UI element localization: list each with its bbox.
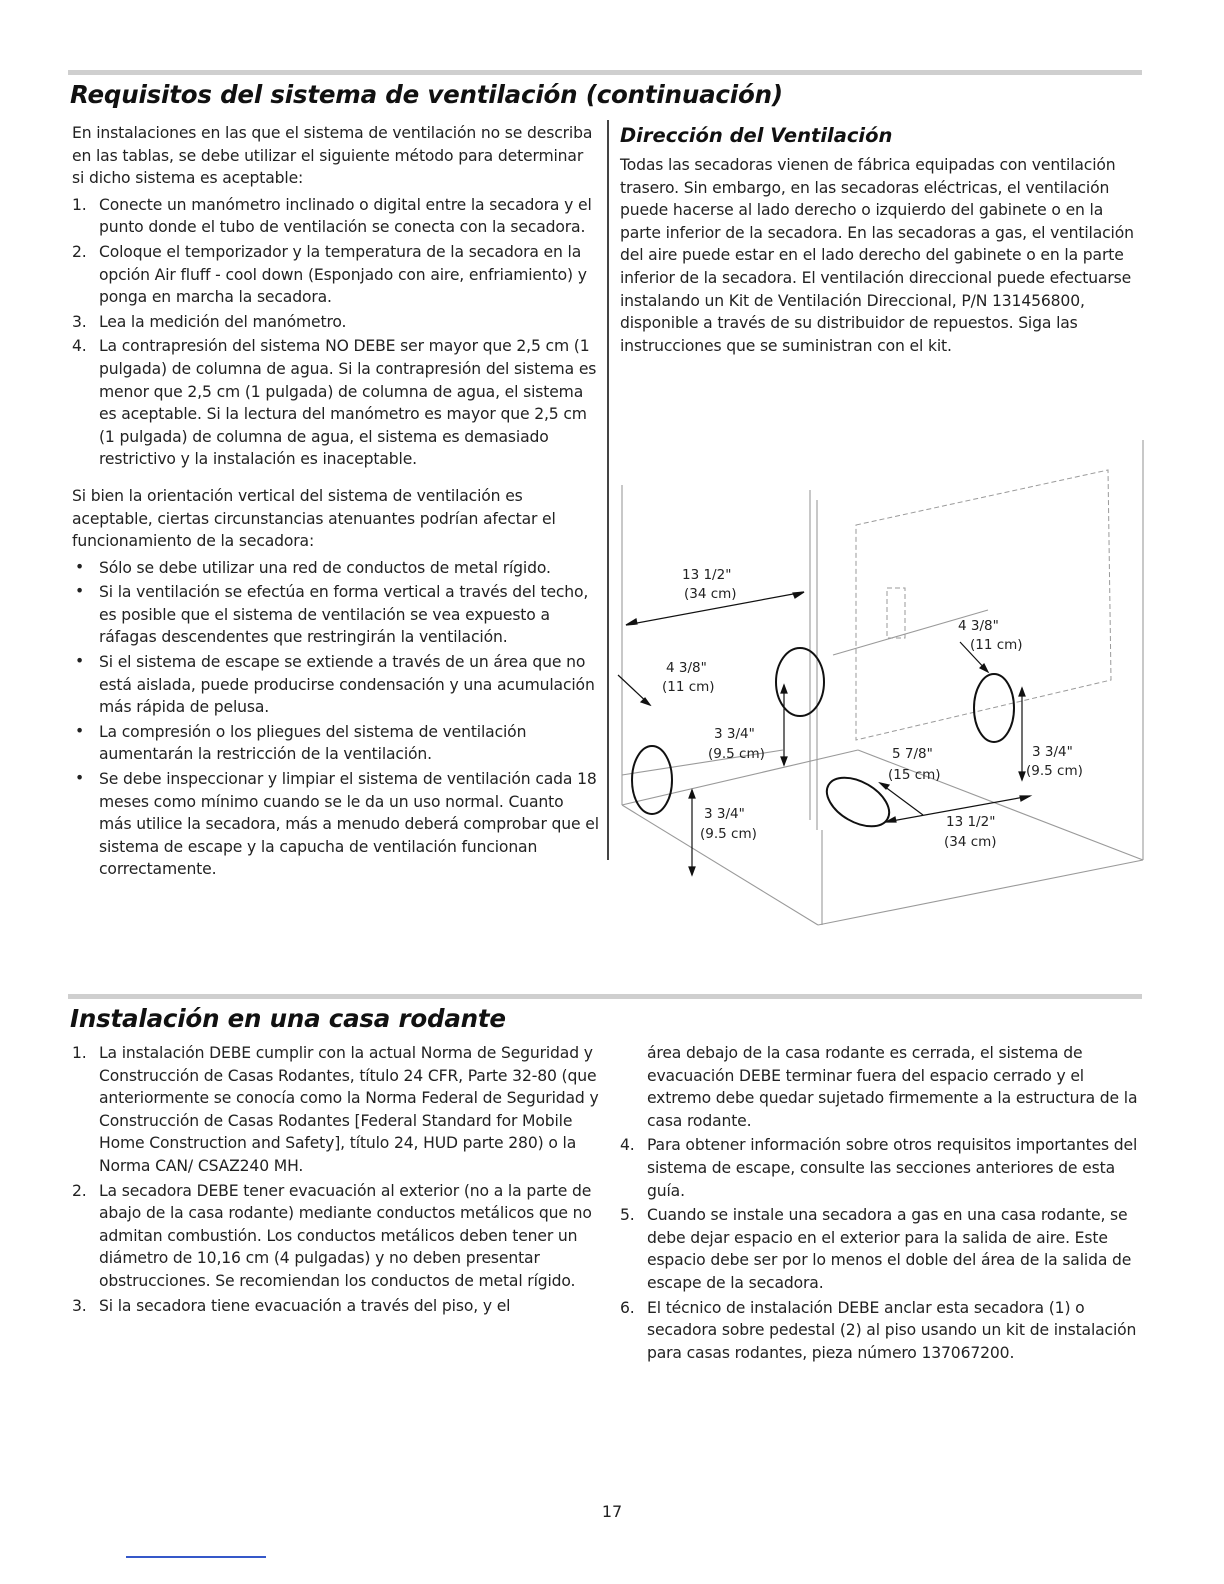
mobile-home-left-column <box>72 1042 600 1319</box>
list-text: La contrapresión del sistema NO DEBE ser mayor que 2,5 cm (1 pulgada) de columna de agua. Si la contrapresión del sistema es menor que 2,5 cm (1 pulgada) de columna de agua, el sistema es aceptable. Si la lectura del manómetro es mayor que 2,5 cm (1 pulgada) de columna de agua, el sistema es demasiado restrictivo y la instalación es inaceptable. <box>99 337 597 469</box>
bullet-glyph: • <box>75 721 85 740</box>
cabinet-bottom-right-edge <box>818 860 1143 925</box>
dim-label-right-height-in: 3 3/4" <box>1032 744 1073 760</box>
arrowhead <box>781 757 787 765</box>
arrowhead <box>1020 796 1030 801</box>
section-rule-mid <box>68 994 1142 999</box>
intro-paragraph: En instalaciones en las que el sistema de ventilación no se describa en las tablas, se debe utilizar el siguiente método para determinar si dicho sistema es aceptable: <box>72 124 593 188</box>
list-text: Se debe inspeccionar y limpiar el sistema de ventilación cada 18 meses como mínimo cuando se le da un uso normal. Cuanto más utilice la secadora, más a menudo deberá comprobar que el sistema de escape y la capucha de ventilación funcionan correctamente. <box>99 770 599 879</box>
arrowhead <box>781 685 787 693</box>
direction-subtitle: Dirección del Ventilación <box>620 124 893 147</box>
rear-panel-dashed <box>856 470 1111 740</box>
arrowhead <box>793 592 804 598</box>
list-item <box>72 721 600 766</box>
item-3-continuation: área debajo de la casa rodante es cerrada, el sistema de evacuación DEBE terminar fuera del espacio cerrado y el extremo debe quedar sujetado firmemente a la estructura de la casa rodante. <box>647 1044 1138 1130</box>
list-item <box>72 194 600 239</box>
bullet-glyph: • <box>75 652 85 671</box>
list-item <box>72 241 600 309</box>
section-rule-top <box>68 70 1142 75</box>
list-text: El técnico de instalación DEBE anclar esta secadora (1) o secadora sobre pedestal (2) al piso usando un kit de instalación para casas rodantes, pieza número 137067200. <box>647 1298 1137 1362</box>
dim-label-bottom-right-in: 13 1/2" <box>946 814 996 830</box>
direction-column <box>620 154 1140 357</box>
list-text: Para obtener información sobre otros requisitos importantes del sistema de escape, consulte las secciones anteriores de esta guía. <box>647 1136 1138 1200</box>
dim-label-top-cm: (34 cm) <box>684 586 737 602</box>
mobile-home-list-left <box>72 1042 600 1317</box>
dim-label-left-height-in: 3 3/4" <box>704 806 745 822</box>
cabinet-bottom-front-edge <box>622 805 818 925</box>
bullet-glyph: • <box>75 557 85 576</box>
test-steps-list <box>72 194 600 471</box>
panel-slot-dashed <box>887 588 905 638</box>
list-text: Cuando se instale una secadora a gas en una casa rodante, se debe dejar espacio en el exterior para la salida de aire. Este espacio debe ser por lo menos el doble del área de la salida de escape de la secadora. <box>647 1206 1132 1292</box>
list-text: Conecte un manómetro inclinado o digital entre la secadora y el punto donde el tubo de ventilación se conecta con la secadora. <box>99 195 592 237</box>
list-text: La secadora DEBE tener evacuación al exterior (no a la parte de abajo de la casa rodante) mediante conductos metálicos que no admitan combustión. Los conductos metálicos deben tener un diámetro de 10,16 cm (4 pulgadas) y no deben presentar obstrucciones. Se recomiendan los conductos de metal rígido. <box>99 1181 592 1290</box>
list-number: 4. <box>72 337 87 356</box>
list-item <box>72 651 600 719</box>
page-number: 17 <box>601 1502 623 1521</box>
list-item <box>72 557 600 580</box>
circumstances-list <box>72 557 600 881</box>
dim-label-rear-height-cm: (9.5 cm) <box>708 746 765 762</box>
arrowhead <box>1019 772 1025 780</box>
section-title-mobile-home: Instalación en una casa rodante <box>70 1004 506 1033</box>
list-number: 3. <box>72 1296 87 1315</box>
mobile-home-list-right <box>620 1134 1150 1364</box>
list-number: 2. <box>72 242 87 261</box>
dim-label-right-cm: (11 cm) <box>970 637 1023 653</box>
arrowhead <box>641 698 650 705</box>
list-text: Si la secadora tiene evacuación a través del piso, y el <box>99 1296 511 1315</box>
list-item <box>620 1204 1150 1294</box>
ventilation-left-column <box>72 122 600 883</box>
list-item <box>72 311 600 334</box>
list-item <box>620 1297 1150 1365</box>
bottom-vent-opening <box>819 768 898 837</box>
dim-label-left-in: 4 3/8" <box>666 660 707 676</box>
list-item <box>72 1295 600 1318</box>
bullet-glyph: • <box>75 769 85 788</box>
mobile-home-right-column <box>620 1042 1150 1366</box>
section-title-ventilation: Requisitos del sistema de ventilación (continuación) <box>70 80 783 109</box>
list-number: 1. <box>72 195 87 214</box>
list-text: La instalación DEBE cumplir con la actual Norma de Seguridad y Construcción de Casas Rodantes, título 24 CFR, Parte 32-80 (que anteriormente se conocía como la Norma Federal de Seguridad y Construcción de Casas Rodantes [Federal Standard for Mobile Home Construction and Safety], título 24, HUD parte 280) o la Norma CAN/ CSAZ240 MH. <box>99 1044 599 1175</box>
arrowhead <box>1019 688 1025 696</box>
vertical-orientation-paragraph: Si bien la orientación vertical del sistema de ventilación es aceptable, ciertas circunstancias atenuantes podrían afectar el funcionamiento de la secadora: <box>72 486 556 551</box>
list-number: 5. <box>620 1206 635 1225</box>
arrowhead <box>626 619 637 625</box>
list-item <box>72 1180 600 1293</box>
arrowhead <box>689 867 695 875</box>
list-text: Si la ventilación se efectúa en forma vertical a través del techo, es posible que el sistema de ventilación se vea expuesto a ráfagas descendentes que restringirán la ventilación. <box>99 583 589 647</box>
dim-label-bottom-right-cm: (34 cm) <box>944 834 997 850</box>
list-text: Si el sistema de escape se extiende a través de un área que no está aislada, puede producirse condensación y una acumulación más rápida de pelusa. <box>99 653 595 717</box>
bullet-glyph: • <box>75 582 85 601</box>
list-item <box>72 1042 600 1178</box>
dim-label-bottom-cm: (15 cm) <box>888 767 941 783</box>
list-number: 3. <box>72 312 87 331</box>
list-number: 4. <box>620 1136 635 1155</box>
left-vent-opening <box>632 746 672 814</box>
list-item <box>72 581 600 649</box>
dim-label-bottom-in: 5 7/8" <box>892 746 933 762</box>
dim-label-right-in: 4 3/8" <box>958 618 999 634</box>
list-text: Sólo se debe utilizar una red de conductos de metal rígido. <box>99 558 551 577</box>
dim-label-left-height-cm: (9.5 cm) <box>700 826 757 842</box>
list-number: 1. <box>72 1044 87 1062</box>
dim-label-left-cm: (11 cm) <box>662 679 715 695</box>
dim-label-right-height-cm: (9.5 cm) <box>1026 763 1083 779</box>
list-item <box>72 768 600 881</box>
list-item <box>72 335 600 471</box>
list-text: Lea la medición del manómetro. <box>99 312 347 331</box>
direction-paragraph: Todas las secadoras vienen de fábrica equipadas con ventilación trasero. Sin embargo, en las secadoras eléctricas, el ventilación puede hacerse al lado derecho o izquierdo del gabinete o en la parte inferior de la secadora. En las secadoras a gas, el ventilación del aire puede estar en el lado derecho del gabinete o en la parte inferior de la secadora. El ventilación direccional puede efectuarse instalando un Kit de Ventilación Direccional, P/N 131456800, disponible a través de su distribuidor de repuestos. Siga las instrucciones que se suministran con el kit. <box>620 156 1134 355</box>
list-text: Coloque el temporizador y la temperatura de la secadora en la opción Air fluff - cool down (Esponjado con aire, enfriamiento) y ponga en marcha la secadora. <box>99 242 587 307</box>
list-number: 2. <box>72 1181 87 1200</box>
list-text: La compresión o los pliegues del sistema de ventilación aumentarán la restricción de la ventilación. <box>99 722 527 764</box>
list-number: 6. <box>620 1298 635 1317</box>
footer-link-underline <box>126 1556 266 1558</box>
dim-label-rear-height-in: 3 3/4" <box>714 726 755 742</box>
dim-label-top-in: 13 1/2" <box>682 567 732 583</box>
arrowhead <box>689 790 695 798</box>
vent-location-diagram <box>608 420 1148 965</box>
list-item <box>620 1134 1150 1202</box>
